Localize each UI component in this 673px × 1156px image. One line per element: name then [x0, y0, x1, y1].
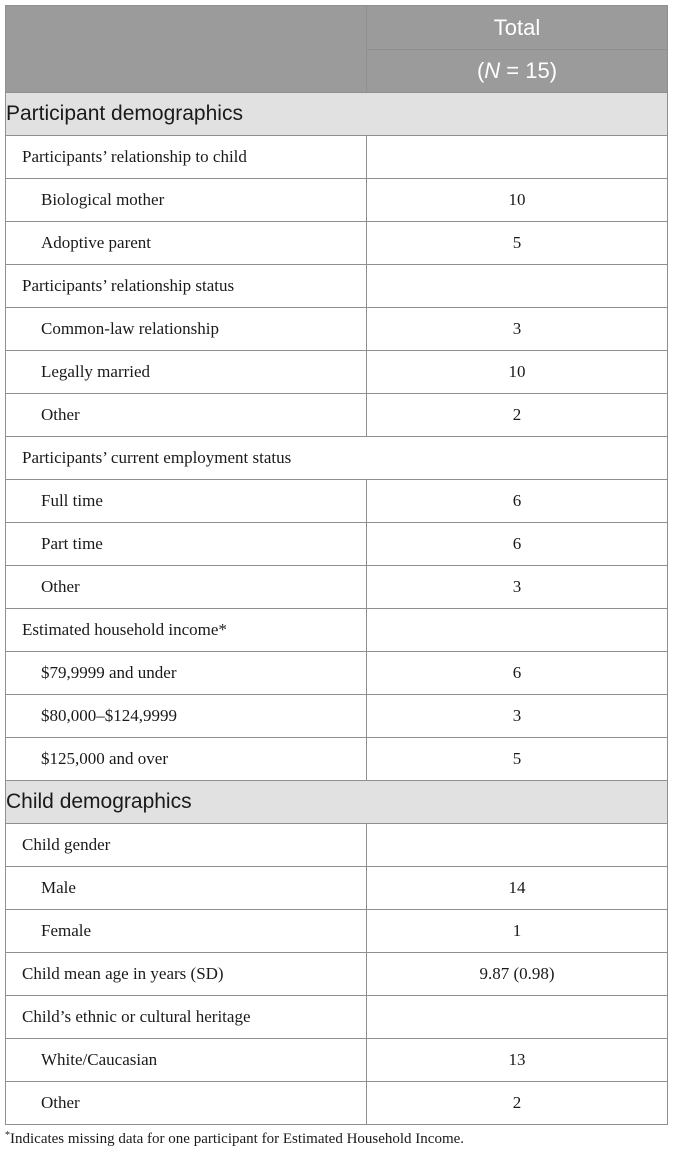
table-row [6, 652, 668, 695]
table-row [6, 222, 668, 265]
row-value: 2 [367, 394, 668, 437]
row-value [367, 265, 668, 308]
section-header-row [6, 93, 668, 136]
header-n-cell [367, 50, 668, 93]
n-prefix: ( [476, 58, 485, 83]
section-title: Child demographics [6, 781, 668, 824]
row-label: Estimated household income* [6, 609, 367, 652]
row-value: 10 [367, 179, 668, 222]
table-row [6, 953, 668, 996]
table-row [6, 394, 668, 437]
row-value: 9.87 (0.98) [367, 953, 668, 996]
table-body [6, 6, 668, 1125]
row-label: Participants’ relationship status [6, 265, 367, 308]
row-value: 5 [367, 222, 668, 265]
row-value: 13 [367, 1039, 668, 1082]
row-sublabel: Female [6, 910, 367, 953]
table-row [6, 1039, 668, 1082]
table-row [6, 523, 668, 566]
table-row [6, 136, 668, 179]
row-value [367, 824, 668, 867]
row-label: Participants’ current employment status [6, 437, 668, 480]
table-row [6, 1082, 668, 1125]
row-sublabel: Adoptive parent [6, 222, 367, 265]
row-sublabel: Male [6, 867, 367, 910]
footnote-text: Indicates missing data for one participant for Estimated Household Income. [10, 1131, 465, 1147]
row-sublabel: Other [6, 566, 367, 609]
row-sublabel: Legally married [6, 351, 367, 394]
row-sublabel: White/Caucasian [6, 1039, 367, 1082]
row-value: 5 [367, 738, 668, 781]
table-row [6, 910, 668, 953]
table-row [6, 609, 668, 652]
row-value: 6 [367, 652, 668, 695]
row-label: Child mean age in years (SD) [6, 953, 367, 996]
row-sublabel: Biological mother [6, 179, 367, 222]
section-title: Participant demographics [6, 93, 668, 136]
table-row [6, 351, 668, 394]
row-value: 6 [367, 480, 668, 523]
demographics-table [5, 5, 668, 1125]
table-footnote [5, 1130, 464, 1148]
table-row [6, 480, 668, 523]
row-value [367, 609, 668, 652]
row-value [367, 996, 668, 1039]
row-value: 6 [367, 523, 668, 566]
table-row [6, 437, 668, 480]
row-value: 10 [367, 351, 668, 394]
row-value: 2 [367, 1082, 668, 1125]
table-row [6, 179, 668, 222]
row-value: 3 [367, 695, 668, 738]
row-sublabel: Other [6, 1082, 367, 1125]
table-row [6, 867, 668, 910]
table-row [6, 996, 668, 1039]
table-row [6, 824, 668, 867]
header-blank-cell [6, 6, 367, 93]
row-label: Child gender [6, 824, 367, 867]
row-label: Participants’ relationship to child [6, 136, 367, 179]
footnote-marker: * [5, 1130, 10, 1141]
table-row [6, 738, 668, 781]
n-suffix: = 15) [500, 58, 558, 83]
row-label: Child’s ethnic or cultural heritage [6, 996, 367, 1039]
row-value: 1 [367, 910, 668, 953]
row-sublabel: $79,9999 and under [6, 652, 367, 695]
header-row-title [6, 6, 668, 50]
row-value: 3 [367, 566, 668, 609]
row-sublabel: Part time [6, 523, 367, 566]
row-value: 14 [367, 867, 668, 910]
row-sublabel: Other [6, 394, 367, 437]
header-total-cell: Total [367, 6, 668, 50]
row-value: 3 [367, 308, 668, 351]
row-sublabel: Common-law relationship [6, 308, 367, 351]
row-value [367, 136, 668, 179]
row-sublabel: Full time [6, 480, 367, 523]
section-header-row [6, 781, 668, 824]
table-row [6, 695, 668, 738]
row-sublabel: $80,000–$124,9999 [6, 695, 367, 738]
table-row [6, 308, 668, 351]
row-sublabel: $125,000 and over [6, 738, 367, 781]
table-row [6, 566, 668, 609]
table-row [6, 265, 668, 308]
n-symbol: N [484, 58, 501, 83]
